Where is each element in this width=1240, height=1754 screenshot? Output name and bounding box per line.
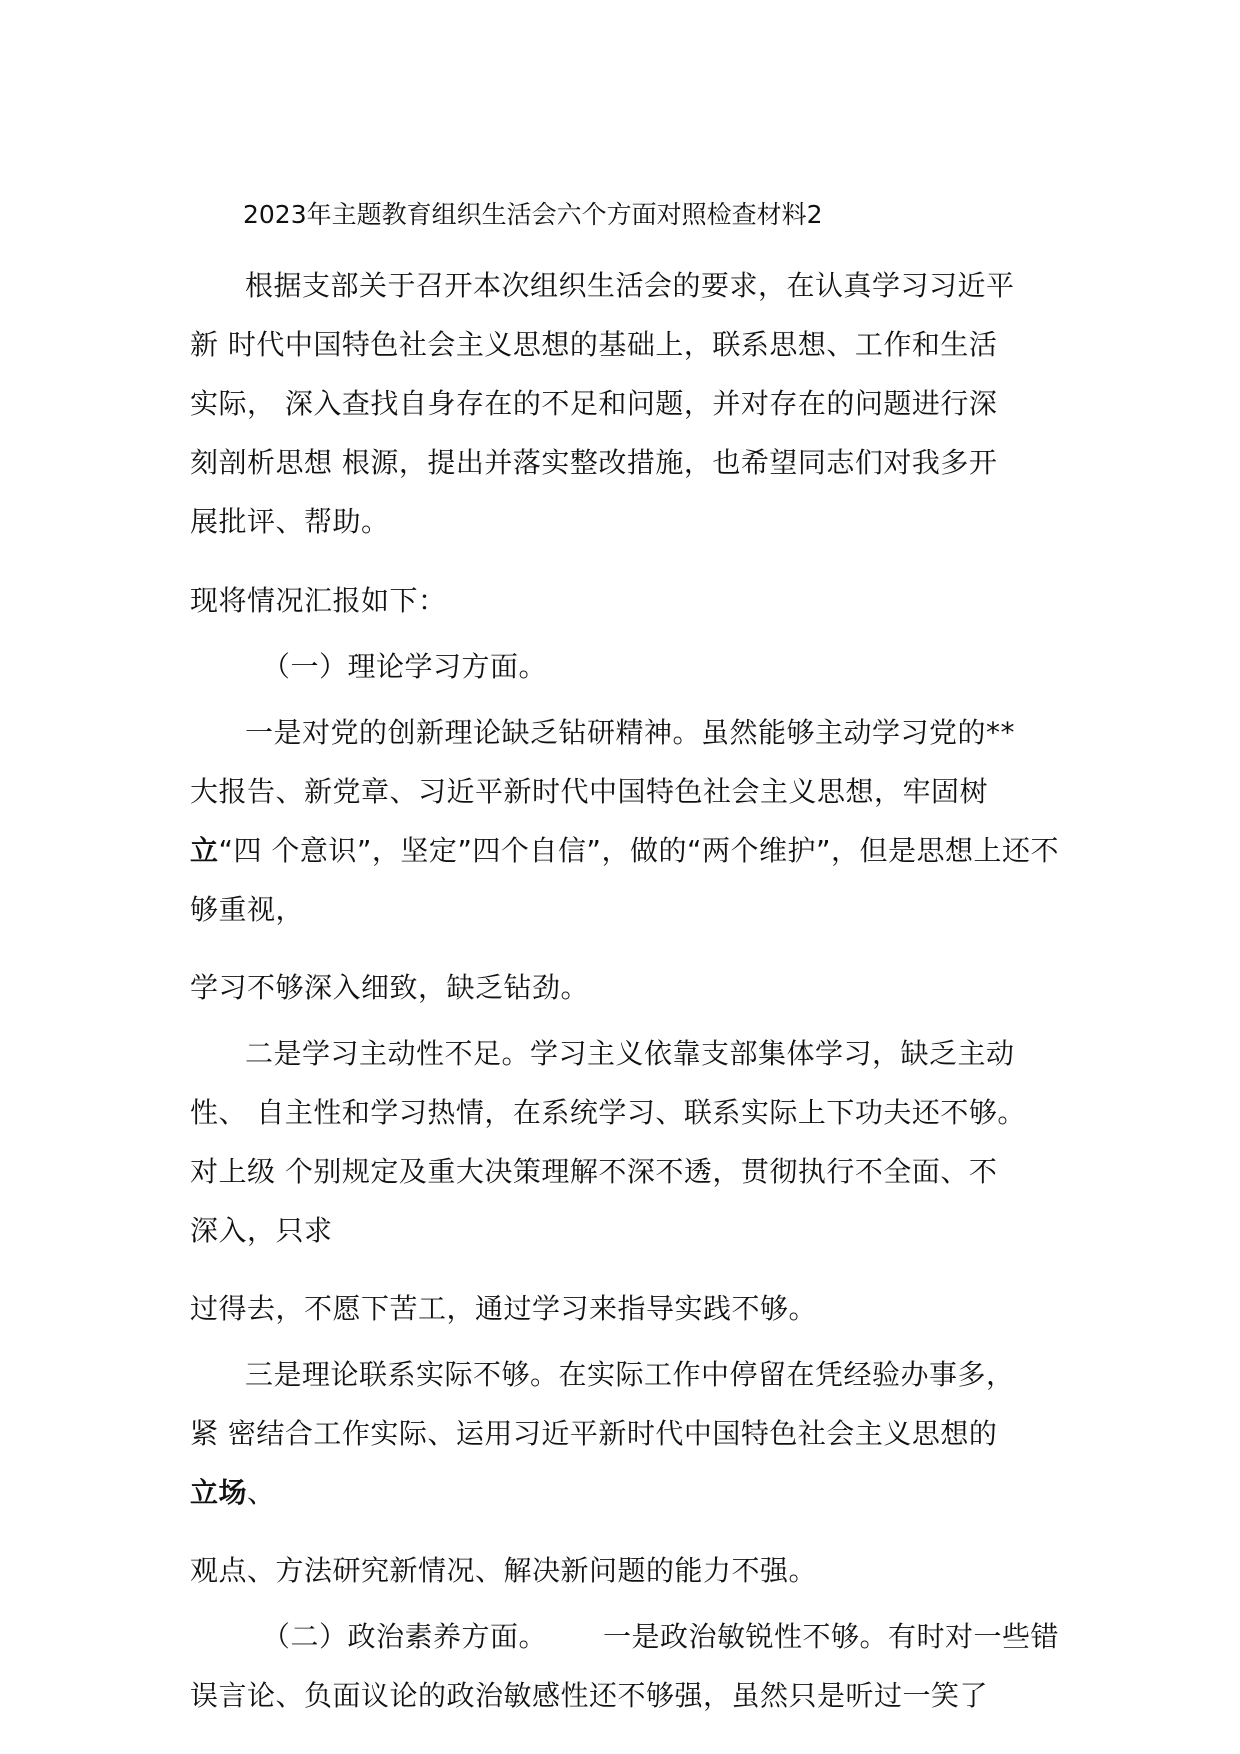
section-heading: （二）政治素养方面。 [262, 1620, 548, 1653]
paragraph-line: 对上级 个别规定及重大决策理解不深不透，贯彻执行不全面、不 [190, 1155, 998, 1188]
section-heading: （一）理论学习方面。 [262, 650, 548, 683]
paragraph-line: 大报告、新党章、习近平新时代中国特色社会主义思想，牢固树 [190, 775, 989, 808]
paragraph-line: 性、 自主性和学习热情，在系统学习、联系实际上下功夫还不够。 [190, 1096, 1026, 1129]
paragraph-line: 一是对党的创新理论缺乏钻研精神。虽然能够主动学习党的** [245, 716, 1016, 749]
inline-text: “四 个意识”，坚定”四个自信”，做的“两个维护”，但是思想上还不 [218, 834, 1059, 867]
paragraph-line: 实际， 深入查找自身存在的不足和问题，并对存在的问题进行深 [190, 387, 998, 420]
bold-text: 立场 [190, 1476, 248, 1509]
paragraph-line: 误言论、负面议论的政治敏感性还不够强，虽然只是听过一笑了 [190, 1679, 989, 1712]
paragraph-line: 根据支部关于召开本次组织生活会的要求，在认真学习习近平 [245, 269, 1015, 302]
paragraph-line [262, 1619, 1059, 1655]
paragraph-line [190, 833, 1059, 869]
paragraph-line: 学习不够深入细致，缺乏钻劲。 [190, 971, 590, 1004]
paragraph-line: 够重视， [190, 893, 305, 926]
paragraph-line: 深入，只求 [190, 1214, 333, 1247]
paragraph-line: 新 时代中国特色社会主义思想的基础上，联系思想、工作和生活 [190, 328, 998, 361]
paragraph-line: 现将情况汇报如下： [190, 584, 447, 617]
paragraph-line: 展批评、帮助。 [190, 505, 390, 538]
bold-text: 立 [190, 834, 219, 867]
inline-text: 一是政治敏锐性不够。有时对一些错 [603, 1620, 1060, 1653]
paragraph-line: 观点、方法研究新情况、解决新问题的能力不强。 [190, 1554, 818, 1587]
paragraph-line: 二是学习主动性不足。学习主义依靠支部集体学习，缺乏主动 [245, 1037, 1015, 1070]
paragraph-line: 紧 密结合工作实际、运用习近平新时代中国特色社会主义思想的 [190, 1417, 998, 1450]
inline-text: 、 [247, 1476, 276, 1509]
paragraph-line [190, 1475, 276, 1511]
paragraph-line: 三是理论联系实际不够。在实际工作中停留在凭经验办事多， [245, 1358, 1015, 1391]
paragraph-line: 过得去，不愿下苦工，通过学习来指导实践不够。 [190, 1292, 818, 1325]
paragraph-line: 刻剖析思想 根源，提出并落实整改措施，也希望同志们对我多开 [190, 446, 998, 479]
document-title: 2023年主题教育组织生活会六个方面对照检查材料2 [243, 200, 823, 229]
